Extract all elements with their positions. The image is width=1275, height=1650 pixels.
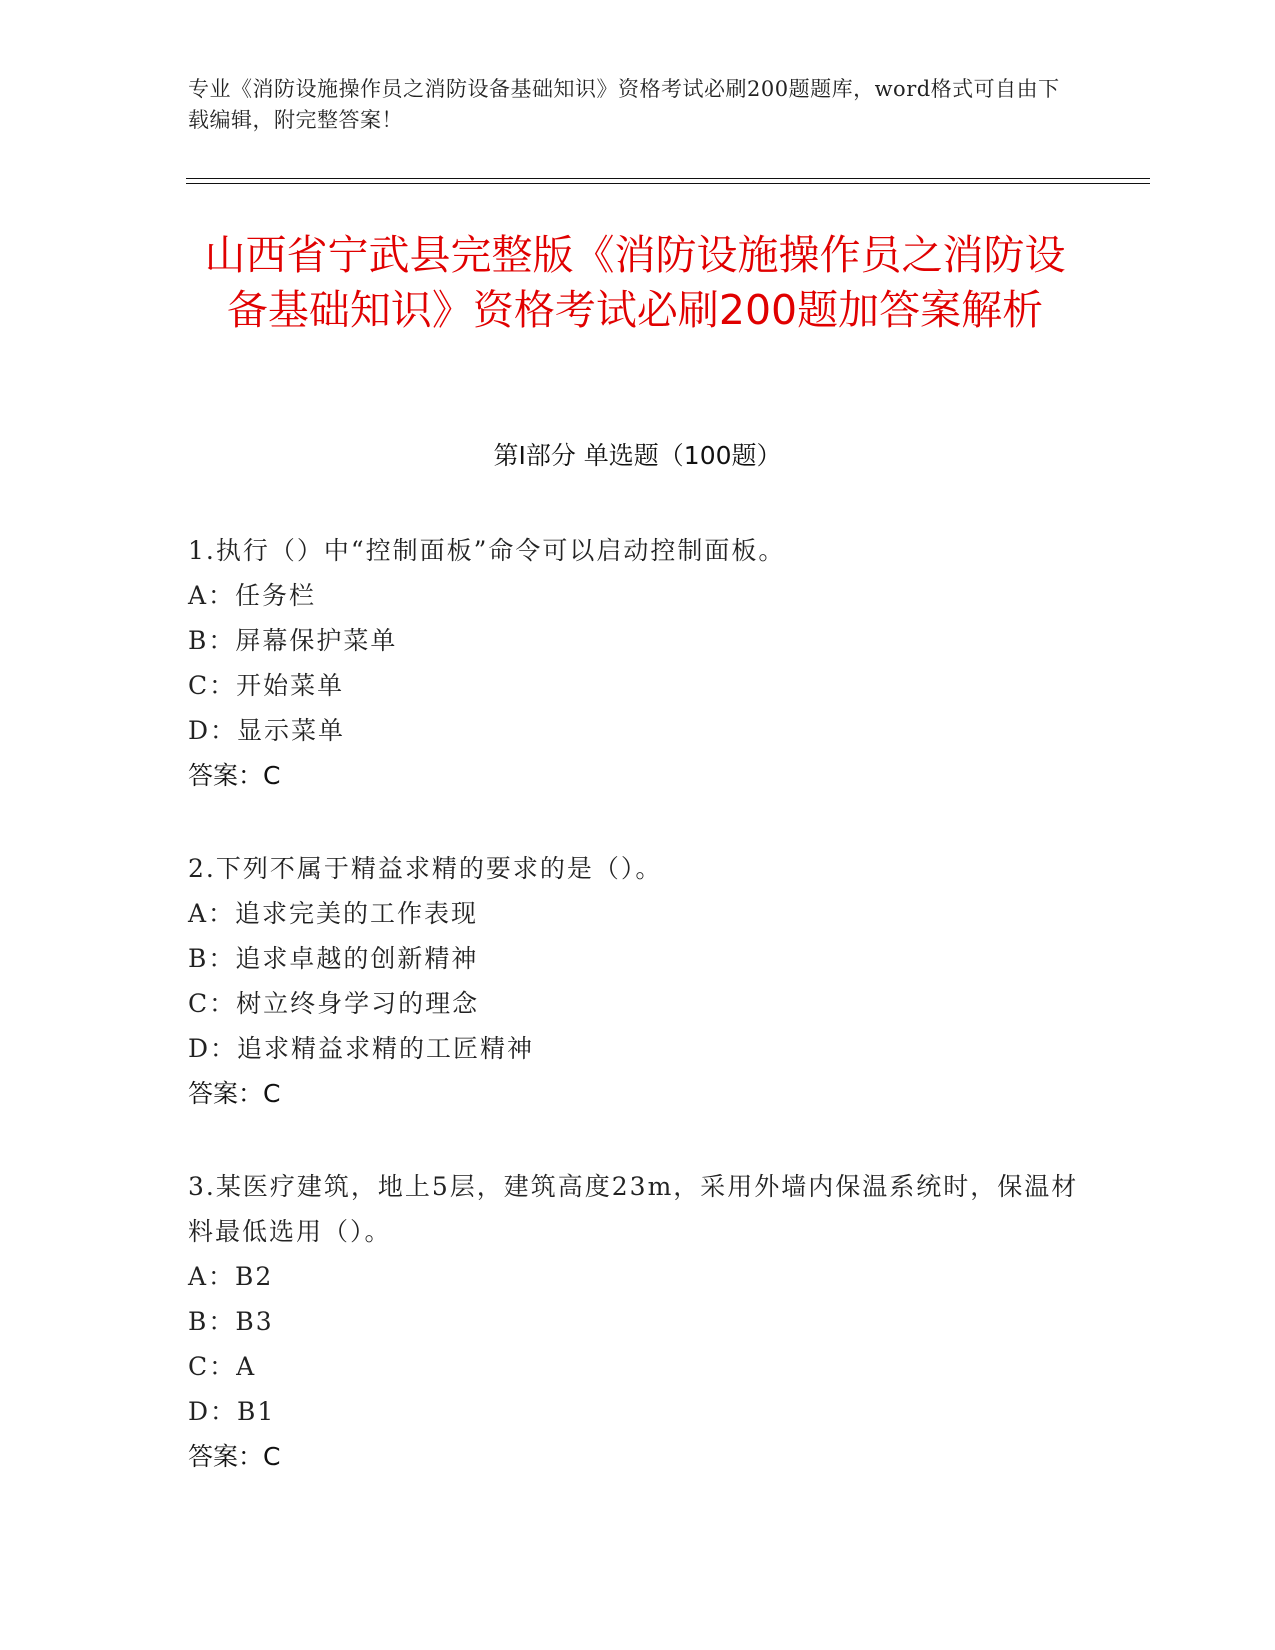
section-title: 第I部分 单选题（100题）: [493, 441, 782, 470]
document-title: 山西省宁武县完整版《消防设施操作员之消防设备基础知识》资格考试必刷200题加答案解析: [204, 231, 1066, 334]
question-stem: 3.某医疗建筑，地上5层，建筑高度23m，采用外墙内保温系统时，保温材料最低选用（）。: [188, 1172, 1079, 1246]
option-d: D：显示菜单: [188, 716, 346, 745]
answer: 答案：C: [188, 1079, 281, 1108]
option-c: C：开始菜单: [188, 671, 345, 700]
question-stem: 1.执行（）中“控制面板”命令可以启动控制面板。: [188, 536, 786, 565]
answer: 答案：C: [188, 761, 281, 790]
answer: 答案：C: [188, 1442, 281, 1471]
question-3: [188, 1164, 1088, 1479]
header-rule-top: [186, 178, 1150, 179]
option-b: B：屏幕保护菜单: [188, 626, 398, 655]
option-b: B：追求卓越的创新精神: [188, 944, 479, 973]
option-d: D：追求精益求精的工匠精神: [188, 1034, 535, 1063]
option-c: C：A: [188, 1352, 257, 1381]
option-d: D：B1: [188, 1397, 276, 1426]
question-2: [188, 846, 1088, 1116]
header-note: 专业《消防设施操作员之消防设备基础知识》资格考试必刷200题题库，word格式可自由下载编辑，附完整答案！: [188, 77, 1060, 132]
option-c: C：树立终身学习的理念: [188, 989, 480, 1018]
option-b: B：B3: [188, 1307, 274, 1336]
question-stem: 2.下列不属于精益求精的要求的是（）。: [188, 854, 663, 883]
header-rule-bottom: [186, 183, 1150, 184]
option-a: A：追求完美的工作表现: [188, 899, 479, 928]
option-a: A：任务栏: [188, 581, 317, 610]
option-a: A：B2: [188, 1262, 274, 1291]
question-1: [188, 528, 1088, 798]
